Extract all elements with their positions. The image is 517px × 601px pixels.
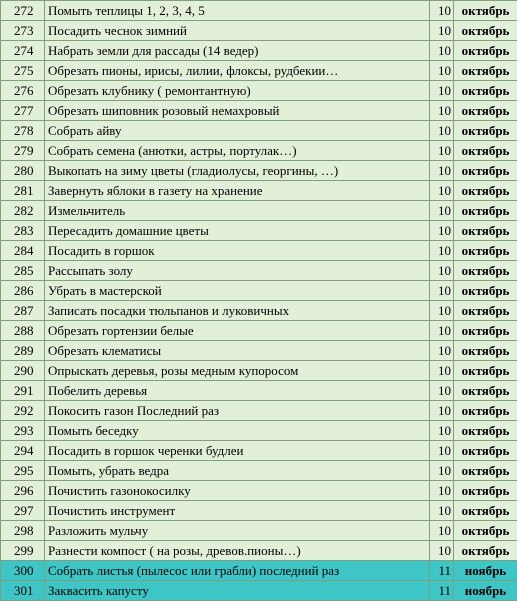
task-month-cell[interactable]: октябрь — [454, 461, 517, 481]
task-description-cell[interactable]: Собрать айву — [45, 121, 430, 141]
task-description-cell[interactable]: Пересадить домашние цветы — [45, 221, 430, 241]
task-number-cell[interactable]: 281 — [1, 181, 45, 201]
task-description-cell[interactable]: Убрать в мастерской — [45, 281, 430, 301]
task-month-cell[interactable]: октябрь — [454, 61, 517, 81]
task-number-cell[interactable]: 299 — [1, 541, 45, 561]
task-description-cell[interactable]: Записать посадки тюльпанов и луковичных — [45, 301, 430, 321]
task-description-cell[interactable]: Опрыскать деревья, розы медным купоросом — [45, 361, 430, 381]
task-description-cell[interactable]: Почистить газонокосилку — [45, 481, 430, 501]
task-number-cell[interactable]: 277 — [1, 101, 45, 121]
task-number-cell[interactable]: 280 — [1, 161, 45, 181]
task-number-cell[interactable]: 289 — [1, 341, 45, 361]
task-month-cell[interactable]: октябрь — [454, 501, 517, 521]
task-day-cell[interactable]: 10 — [430, 481, 454, 501]
table-row[interactable] — [1, 21, 517, 41]
task-day-cell[interactable]: 10 — [430, 21, 454, 41]
task-description-cell[interactable]: Обрезать клематисы — [45, 341, 430, 361]
task-month-cell[interactable]: октябрь — [454, 161, 517, 181]
task-month-cell[interactable]: октябрь — [454, 381, 517, 401]
table-row[interactable] — [1, 561, 517, 581]
task-day-cell[interactable]: 10 — [430, 441, 454, 461]
task-month-cell[interactable]: ноябрь — [454, 561, 517, 581]
task-day-cell[interactable]: 10 — [430, 461, 454, 481]
task-day-cell[interactable]: 10 — [430, 61, 454, 81]
task-day-cell[interactable]: 10 — [430, 181, 454, 201]
table-row[interactable] — [1, 461, 517, 481]
table-row[interactable] — [1, 261, 517, 281]
table-row[interactable] — [1, 421, 517, 441]
task-description-cell[interactable]: Завернуть яблоки в газету на хранение — [45, 181, 430, 201]
task-month-cell[interactable]: октябрь — [454, 81, 517, 101]
table-row[interactable] — [1, 101, 517, 121]
task-number-cell[interactable]: 272 — [1, 1, 45, 21]
table-row[interactable] — [1, 401, 517, 421]
task-number-cell[interactable]: 290 — [1, 361, 45, 381]
task-day-cell[interactable]: 10 — [430, 121, 454, 141]
task-number-cell[interactable]: 295 — [1, 461, 45, 481]
task-day-cell[interactable]: 10 — [430, 241, 454, 261]
task-number-cell[interactable]: 294 — [1, 441, 45, 461]
task-day-cell[interactable]: 10 — [430, 101, 454, 121]
table-row[interactable] — [1, 241, 517, 261]
table-row[interactable] — [1, 301, 517, 321]
task-description-cell[interactable]: Побелить деревья — [45, 381, 430, 401]
task-number-cell[interactable]: 275 — [1, 61, 45, 81]
task-day-cell[interactable]: 10 — [430, 261, 454, 281]
table-row[interactable] — [1, 1, 517, 21]
task-description-cell[interactable]: Измельчитель — [45, 201, 430, 221]
task-day-cell[interactable]: 11 — [430, 561, 454, 581]
task-month-cell[interactable]: октябрь — [454, 181, 517, 201]
task-day-cell[interactable]: 10 — [430, 141, 454, 161]
task-month-cell[interactable]: октябрь — [454, 201, 517, 221]
table-row[interactable] — [1, 481, 517, 501]
task-month-cell[interactable]: октябрь — [454, 481, 517, 501]
task-description-cell[interactable]: Помыть беседку — [45, 421, 430, 441]
task-number-cell[interactable]: 284 — [1, 241, 45, 261]
task-month-cell[interactable]: октябрь — [454, 101, 517, 121]
table-row[interactable] — [1, 221, 517, 241]
task-day-cell[interactable]: 10 — [430, 521, 454, 541]
task-number-cell[interactable]: 278 — [1, 121, 45, 141]
table-row[interactable] — [1, 181, 517, 201]
task-number-cell[interactable]: 296 — [1, 481, 45, 501]
task-description-cell[interactable]: Помыть теплицы 1, 2, 3, 4, 5 — [45, 1, 430, 21]
task-day-cell[interactable]: 10 — [430, 381, 454, 401]
task-description-cell[interactable]: Обрезать шиповник розовый немахровый — [45, 101, 430, 121]
task-number-cell[interactable]: 276 — [1, 81, 45, 101]
task-month-cell[interactable]: октябрь — [454, 141, 517, 161]
task-day-cell[interactable]: 10 — [430, 81, 454, 101]
task-description-cell[interactable]: Покосить газон Последний раз — [45, 401, 430, 421]
task-number-cell[interactable]: 300 — [1, 561, 45, 581]
task-table-body — [1, 1, 517, 601]
table-row[interactable] — [1, 381, 517, 401]
task-description-cell[interactable]: Собрать семена (анютки, астры, портулак…) — [45, 141, 430, 161]
table-row[interactable] — [1, 521, 517, 541]
task-month-cell[interactable]: октябрь — [454, 241, 517, 261]
table-row[interactable] — [1, 41, 517, 61]
task-number-cell[interactable]: 288 — [1, 321, 45, 341]
task-month-cell[interactable]: октябрь — [454, 541, 517, 561]
task-month-cell[interactable]: октябрь — [454, 261, 517, 281]
task-number-cell[interactable]: 287 — [1, 301, 45, 321]
task-number-cell[interactable]: 285 — [1, 261, 45, 281]
task-day-cell[interactable]: 10 — [430, 321, 454, 341]
task-number-cell[interactable]: 301 — [1, 581, 45, 601]
task-number-cell[interactable]: 279 — [1, 141, 45, 161]
table-row[interactable] — [1, 541, 517, 561]
task-number-cell[interactable]: 286 — [1, 281, 45, 301]
task-number-cell[interactable]: 274 — [1, 41, 45, 61]
task-description-cell[interactable]: Собрать листья (пылесос или грабли) последний раз — [45, 561, 430, 581]
table-row[interactable] — [1, 441, 517, 461]
task-number-cell[interactable]: 292 — [1, 401, 45, 421]
task-day-cell[interactable]: 10 — [430, 41, 454, 61]
task-day-cell[interactable]: 10 — [430, 1, 454, 21]
task-day-cell[interactable]: 10 — [430, 221, 454, 241]
task-month-cell[interactable]: октябрь — [454, 121, 517, 141]
task-day-cell[interactable]: 10 — [430, 421, 454, 441]
task-month-cell[interactable]: октябрь — [454, 281, 517, 301]
task-month-cell[interactable]: октябрь — [454, 341, 517, 361]
task-month-cell[interactable]: ноябрь — [454, 581, 517, 601]
task-day-cell[interactable]: 10 — [430, 161, 454, 181]
table-row[interactable] — [1, 81, 517, 101]
table-row[interactable] — [1, 361, 517, 381]
task-number-cell[interactable]: 273 — [1, 21, 45, 41]
task-description-cell[interactable]: Обрезать пионы, ирисы, лилии, флоксы, рудбекии… — [45, 61, 430, 81]
table-row[interactable] — [1, 341, 517, 361]
task-description-cell[interactable]: Обрезать клубнику ( ремонтантную) — [45, 81, 430, 101]
table-row[interactable] — [1, 161, 517, 181]
task-day-cell[interactable]: 10 — [430, 541, 454, 561]
table-row[interactable] — [1, 501, 517, 521]
table-row[interactable] — [1, 141, 517, 161]
task-description-cell[interactable]: Обрезать гортензии белые — [45, 321, 430, 341]
task-day-cell[interactable]: 10 — [430, 301, 454, 321]
table-row[interactable] — [1, 61, 517, 81]
task-number-cell[interactable]: 291 — [1, 381, 45, 401]
table-row[interactable] — [1, 121, 517, 141]
task-description-cell[interactable]: Разложить мульчу — [45, 521, 430, 541]
task-month-cell[interactable]: октябрь — [454, 221, 517, 241]
task-number-cell[interactable]: 283 — [1, 221, 45, 241]
task-description-cell[interactable]: Помыть, убрать ведра — [45, 461, 430, 481]
task-description-cell[interactable]: Разнести компост ( на розы, древов.пионы…) — [45, 541, 430, 561]
task-day-cell[interactable]: 10 — [430, 201, 454, 221]
task-number-cell[interactable]: 282 — [1, 201, 45, 221]
task-description-cell[interactable]: Рассыпать золу — [45, 261, 430, 281]
task-month-cell[interactable]: октябрь — [454, 401, 517, 421]
task-description-cell[interactable]: Набрать земли для рассады (14 ведер) — [45, 41, 430, 61]
table-row[interactable] — [1, 281, 517, 301]
task-month-cell[interactable]: октябрь — [454, 301, 517, 321]
task-description-cell[interactable]: Выкопать на зиму цветы (гладиолусы, георгины, …) — [45, 161, 430, 181]
task-description-cell[interactable]: Посадить чеснок зимний — [45, 21, 430, 41]
task-number-cell[interactable]: 293 — [1, 421, 45, 441]
task-month-cell[interactable]: октябрь — [454, 441, 517, 461]
task-day-cell[interactable]: 10 — [430, 501, 454, 521]
task-day-cell[interactable]: 10 — [430, 401, 454, 421]
table-row[interactable] — [1, 321, 517, 341]
task-number-cell[interactable]: 297 — [1, 501, 45, 521]
task-month-cell[interactable]: октябрь — [454, 321, 517, 341]
task-month-cell[interactable]: октябрь — [454, 521, 517, 541]
task-month-cell[interactable]: октябрь — [454, 361, 517, 381]
task-description-cell[interactable]: Заквасить капусту — [45, 581, 430, 601]
task-day-cell[interactable]: 10 — [430, 281, 454, 301]
task-description-cell[interactable]: Почистить инструмент — [45, 501, 430, 521]
task-month-cell[interactable]: октябрь — [454, 21, 517, 41]
task-day-cell[interactable]: 11 — [430, 581, 454, 601]
task-month-cell[interactable]: октябрь — [454, 1, 517, 21]
task-day-cell[interactable]: 10 — [430, 341, 454, 361]
task-month-cell[interactable]: октябрь — [454, 421, 517, 441]
task-month-cell[interactable]: октябрь — [454, 41, 517, 61]
task-description-cell[interactable]: Посадить в горшок — [45, 241, 430, 261]
task-day-cell[interactable]: 10 — [430, 361, 454, 381]
task-description-cell[interactable]: Посадить в горшок черенки будлеи — [45, 441, 430, 461]
table-row[interactable] — [1, 201, 517, 221]
task-number-cell[interactable]: 298 — [1, 521, 45, 541]
